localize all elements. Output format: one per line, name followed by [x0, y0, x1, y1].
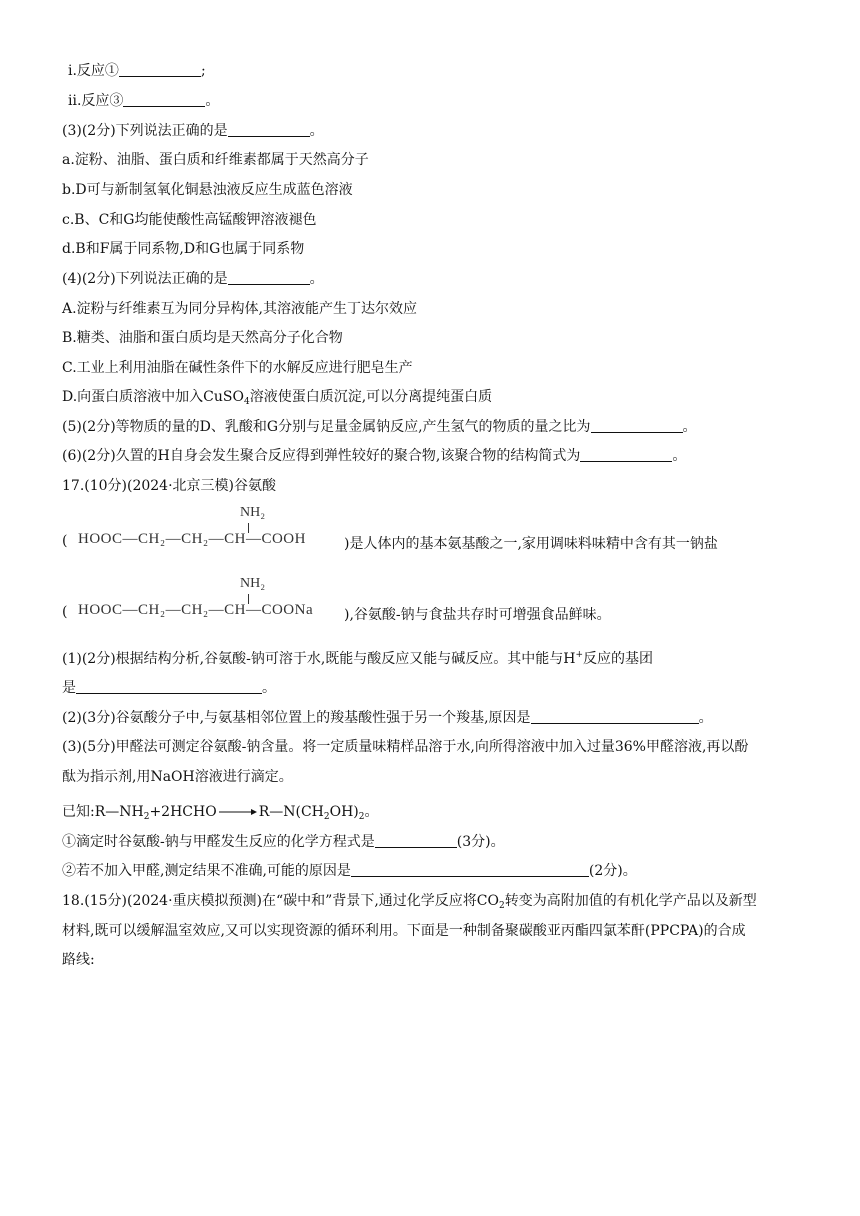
- reaction-arrow-icon: [219, 807, 257, 817]
- answer-blank[interactable]: [119, 62, 201, 77]
- q17-part3-line1: (3)(5分)甲醛法可测定谷氨酸-钠含量。将一定质量味精样品溶于水,向所得溶液中加入过量36%甲醛溶液,再以酚: [62, 739, 749, 755]
- answer-blank[interactable]: [375, 833, 457, 848]
- option-d: d.B和F属于同系物,D和G也属于同系物: [62, 241, 305, 257]
- q16-part4: (4)(2分)下列说法正确的是 。: [62, 271, 324, 287]
- q16-part3: (3)(2分)下列说法正确的是 。: [62, 123, 324, 139]
- monosodium-glutamate-structure: ( NH₂ HOOC—CH₂—CH₂—CH—COONa ),谷氨酸-钠与食盐共存时可增强食品鲜味。: [62, 576, 611, 623]
- option-b: b.D可与新制氢氧化铜悬浊液反应生成蓝色溶液: [62, 182, 353, 198]
- q18-line2: 材料,既可以缓解温室效应,又可以实现资源的循环利用。下面是一种制备聚碳酸亚丙酯四氯苯酐(PPCPA)的合成: [62, 923, 746, 939]
- answer-blank[interactable]: [580, 447, 672, 462]
- option-a: a.淀粉、油脂、蛋白质和纤维素都属于天然高分子: [62, 152, 369, 168]
- option-D: D.向蛋白质溶液中加入CuSO$_4$溶液使蛋白质沉淀,可以分离提纯蛋白质: [62, 389, 493, 407]
- option-B: B.糖类、油脂和蛋白质均是天然高分子化合物: [62, 330, 343, 346]
- answer-blank[interactable]: [123, 92, 205, 107]
- q16-item-i: ⅰ.反应① ;: [68, 63, 206, 79]
- option-C: C.工业上利用油脂在碱性条件下的水解反应进行肥皂生产: [62, 360, 413, 376]
- glutamic-acid-structure: ( NH₂ HOOC—CH₂—CH₂—CH—COOH )是人体内的基本氨基酸之一,家用调味料味精中含有其一钠盐: [62, 505, 718, 552]
- q17-part1-line2: 是 。: [62, 680, 276, 696]
- q17-header: 17.(10分)(2024·北京三模)谷氨酸: [62, 478, 277, 494]
- option-A: A.淀粉与纤维素互为同分异构体,其溶液能产生丁达尔效应: [62, 301, 418, 317]
- answer-blank[interactable]: [228, 270, 310, 285]
- q18-line3: 路线:: [62, 952, 95, 968]
- q18-line1: 18.(15分)(2024·重庆模拟预测)在“碳中和”背景下,通过化学反应将$CO_2$转变为高附加值的有机化学产品以及新型: [62, 893, 757, 911]
- option-c: c.B、C和G均能使酸性高锰酸钾溶液褪色: [62, 212, 317, 228]
- q16-part6: (6)(2分)久置的H自身会发生聚合反应得到弹性较好的聚合物,该聚合物的结构简式为 。: [62, 448, 687, 464]
- answer-blank[interactable]: [351, 862, 589, 877]
- q17-sub1: ①滴定时谷氨酸-钠与甲醛发生反应的化学方程式是 (3分)。: [62, 834, 505, 850]
- answer-blank[interactable]: [591, 418, 683, 433]
- q16-item-ii: ⅱ.反应③ 。: [68, 93, 220, 109]
- answer-blank[interactable]: [531, 709, 699, 724]
- answer-blank[interactable]: [228, 122, 310, 137]
- q17-sub2: ②若不加入甲醛,测定结果不准确,可能的原因是 (2分)。: [62, 863, 637, 879]
- known-reaction: 已知$:R—NH_2+2HCHO$ $R—N(CH_2OH)_2$。: [62, 804, 379, 822]
- q17-part2: (2)(3分)谷氨酸分子中,与氨基相邻位置上的羧基酸性强于另一个羧基,原因是 。: [62, 710, 713, 726]
- q17-part1: (1)(2分)根据结构分析,谷氨酸-钠可溶于水,既能与酸反应又能与碱反应。其中能与H+反应的基团: [62, 650, 654, 667]
- answer-blank[interactable]: [76, 679, 262, 694]
- q16-part5: (5)(2分)等物质的量的D、乳酸和G分别与足量金属钠反应,产生氢气的物质的量之比为 。: [62, 419, 697, 435]
- q17-part3-line2: 酞为指示剂,用NaOH溶液进行滴定。: [62, 769, 293, 785]
